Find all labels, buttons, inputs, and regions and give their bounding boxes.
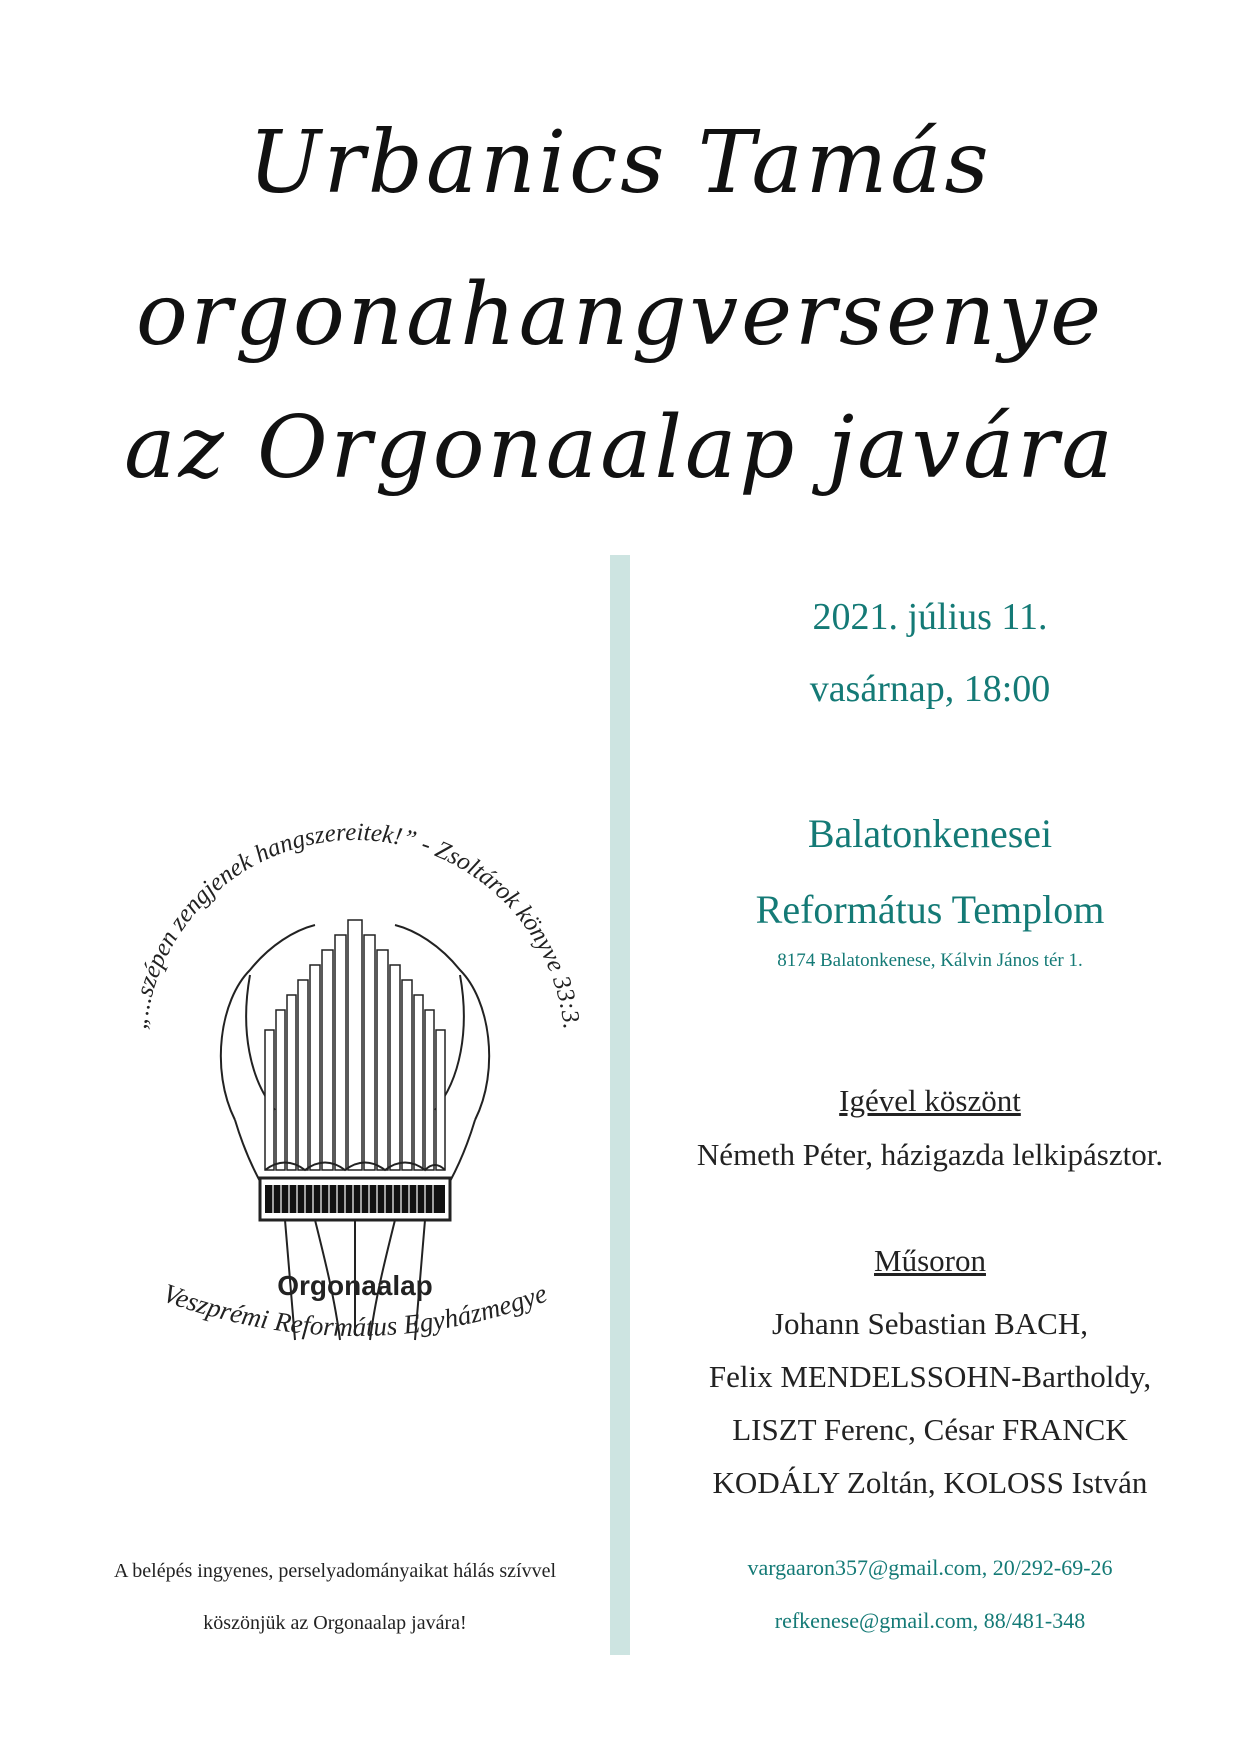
title-line-2: orgonahangversenye [136, 265, 1104, 365]
program-list [640, 1297, 1220, 1509]
contact-1[interactable]: vargaaron357@gmail.com, 20/292-69-26 [747, 1555, 1113, 1580]
footer-line-1: A belépés ingyenes, perselyadományaikat hálás szívvel [113, 1560, 557, 1582]
organ-pipes-icon [265, 920, 445, 1170]
logo-arc-text: „...szépen zengjenek hangszereitek!” - Zsoltárok könyve 33:3. [125, 818, 585, 1031]
footer-line-2: köszönjük az Orgonaalap javára! [203, 1612, 467, 1634]
composer-line: Felix MENDELSSOHN-Bartholdy, [708, 1359, 1152, 1394]
composer-line: LISZT Ferenc, César FRANCK [732, 1412, 1128, 1447]
title-line-1: Urbanics Tamás [248, 113, 992, 213]
greeting-name: Németh Péter, házigazda lelkipásztor. [696, 1137, 1164, 1172]
logo-name: Orgonaalap [277, 1270, 433, 1301]
orgonaalap-logo [100, 780, 610, 1420]
venue-address: 8174 Balatonkenese, Kálvin János tér 1. [777, 950, 1083, 971]
title-line-3: az Orgonaalap javára [124, 398, 1116, 498]
event-day-time: vasárnap, 18:00 [809, 668, 1051, 710]
logo-subtitle: Veszprémi Református Egyházmegye [159, 1277, 551, 1343]
composer-line: KODÁLY Zoltán, KOLOSS István [712, 1465, 1148, 1500]
event-date: 2021. július 11. [812, 596, 1048, 638]
program-heading: Műsoron [874, 1243, 986, 1278]
greeting-heading: Igével köszönt [839, 1083, 1021, 1118]
composer-line: Johann Sebastian BACH, [771, 1306, 1088, 1341]
venue-line-1: Balatonkenesei [807, 811, 1053, 856]
venue-line-2: Református Templom [755, 887, 1105, 932]
keyboard-icon [260, 1178, 450, 1220]
vertical-divider [610, 555, 630, 1655]
contact-2[interactable]: refkenese@gmail.com, 88/481-348 [774, 1608, 1086, 1633]
